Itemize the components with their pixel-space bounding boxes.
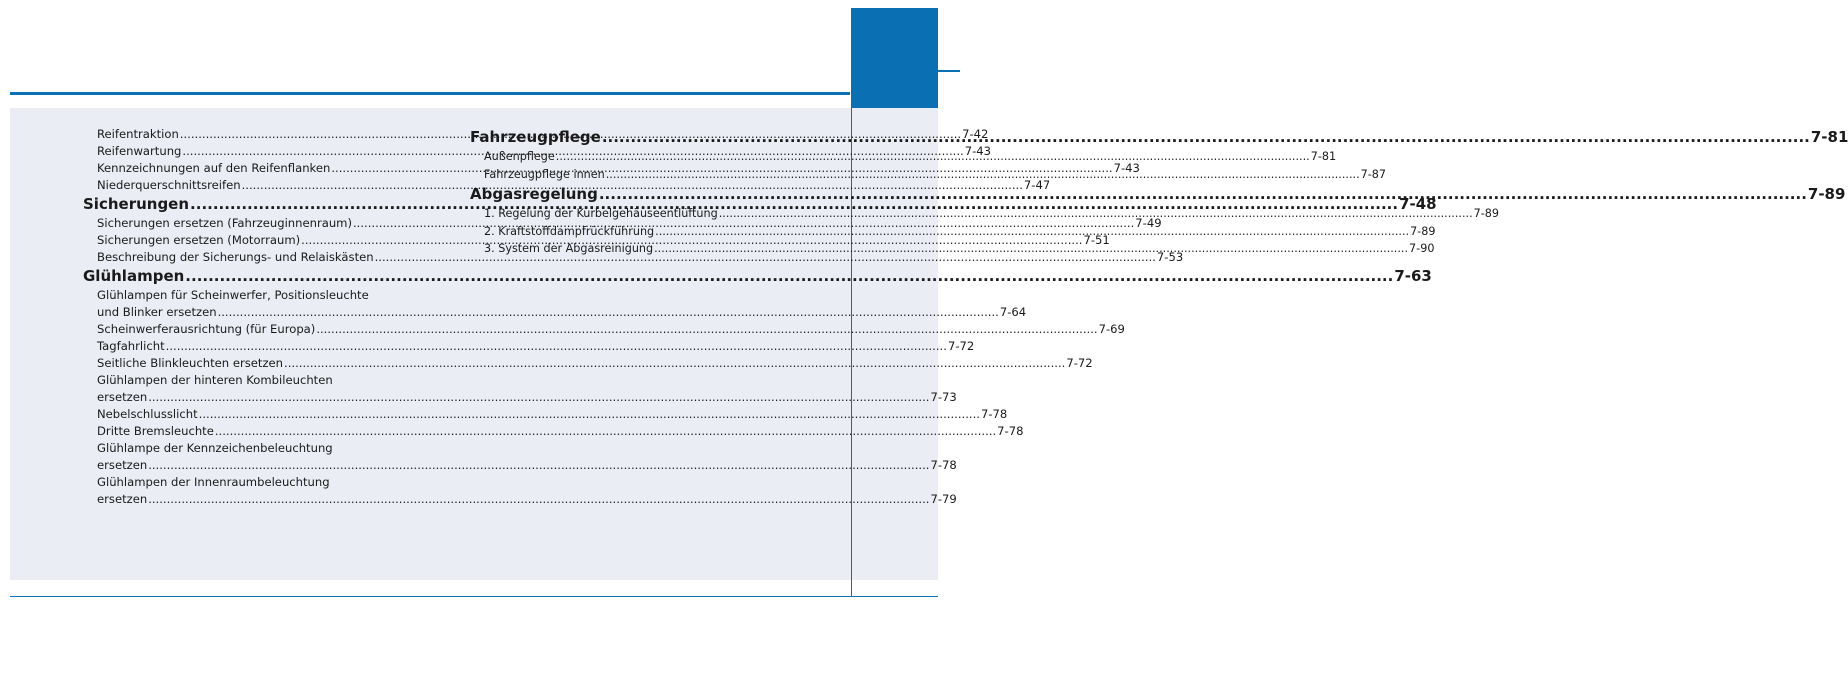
toc-entry[interactable] — [83, 457, 957, 474]
toc-section-title: Sicherungen — [83, 195, 190, 213]
page-number: 7-51 — [1083, 233, 1110, 247]
toc-entry-line[interactable] — [83, 440, 433, 457]
page-number: 7-43 — [964, 144, 992, 158]
toc-entry-line[interactable] — [83, 474, 433, 491]
dot-leader — [218, 304, 999, 321]
toc-entry-line[interactable] — [83, 372, 433, 389]
dot-leader — [148, 389, 929, 406]
page-number: 7-90 — [1409, 242, 1435, 255]
dot-leader — [199, 406, 980, 423]
toc-entry-title: ersetzen — [97, 458, 148, 472]
toc-entry-title: 2. Kraftstoffdampfrückführung — [484, 224, 655, 238]
toc-entry-title: Seitliche Blinkleuchten ersetzen — [97, 356, 284, 370]
toc-entry-title: ersetzen — [97, 390, 148, 404]
toc-entry[interactable] — [83, 423, 1024, 440]
toc-entry-title: Dritte Bremsleuchte — [97, 424, 214, 438]
dot-leader — [602, 126, 1810, 148]
toc-entry-title: Nebelschlusslicht — [97, 407, 198, 421]
page-number: 7-78 — [930, 458, 957, 472]
toc-section-title: Glühlampen — [83, 267, 185, 285]
toc-entry[interactable] — [83, 406, 1008, 423]
toc-entry-title: Scheinwerferausrichtung (für Europa) — [97, 322, 316, 336]
page-number: 7-72 — [1066, 356, 1093, 370]
toc-entry[interactable] — [83, 249, 1184, 266]
header-rule — [10, 92, 850, 95]
toc-entry-title: Beschreibung der Sicherungs- und Relaiskästen — [97, 250, 374, 264]
dot-leader — [655, 223, 1409, 241]
toc-entry-title: Niederquerschnittsreifen — [97, 178, 241, 192]
page-number: 7-81 — [1810, 128, 1848, 146]
dot-leader — [606, 166, 1360, 184]
toc-entry-title: Sicherungen ersetzen (Motorraum) — [97, 233, 301, 247]
toc-entry-title: und Blinker ersetzen — [97, 305, 217, 319]
toc-entry-title: 1. Regelung der Kurbelgehäuseentlüftung — [484, 207, 718, 220]
toc-entry-title: Fahrzeugpflege innen — [484, 167, 605, 181]
page-number: 7-48 — [1399, 195, 1437, 213]
dot-leader — [185, 266, 1393, 287]
page-number: 7-78 — [997, 424, 1024, 438]
toc-entry-title: Außenpflege — [484, 150, 555, 163]
dot-leader — [215, 423, 996, 440]
page-number: 7-47 — [1023, 178, 1051, 192]
toc-entry-title: ersetzen — [97, 492, 148, 506]
dot-leader — [719, 205, 1473, 223]
toc-entry-title: Reifentraktion — [97, 127, 179, 141]
page-number: 7-42 — [962, 127, 989, 141]
toc-section-title: Fahrzeugpflege — [470, 128, 601, 146]
page-number: 7-78 — [980, 407, 1008, 421]
toc-entry-title: Glühlampen der Innenraumbeleuchtung — [97, 475, 330, 489]
dot-leader — [556, 148, 1310, 166]
dot-leader — [316, 321, 1097, 338]
page-number: 7-72 — [947, 339, 975, 353]
page-number: 7-89 — [1807, 185, 1846, 203]
page-number: 7-81 — [1310, 150, 1337, 163]
toc-entry-line[interactable] — [83, 287, 433, 304]
toc-entry-title: 3. System der Abgasreinigung — [484, 242, 654, 255]
toc-entry-title: Glühlampen der hinteren Kombileuchten — [97, 373, 333, 387]
toc-entry[interactable] — [83, 491, 957, 508]
page-number: 7-89 — [1473, 207, 1500, 220]
page-number: 7-43 — [1113, 161, 1140, 175]
page-number: 7-89 — [1410, 224, 1436, 238]
toc-entry-title: Kennzeichnungen auf den Reifenflanken — [97, 161, 331, 175]
chapter-tab-rule — [938, 70, 960, 72]
toc-entry-title: Reifenwartung — [97, 144, 182, 158]
toc-entry[interactable] — [83, 355, 1093, 372]
page-number: 7-87 — [1360, 167, 1387, 181]
toc-entry-title: Glühlampen für Scheinwerfer, Positionsleuchte — [97, 288, 369, 302]
page-number: 7-53 — [1156, 250, 1184, 264]
dot-leader — [599, 183, 1807, 205]
dot-leader — [148, 457, 929, 474]
toc-entry[interactable] — [83, 321, 1125, 338]
dot-leader — [284, 355, 1065, 372]
dot-leader — [166, 338, 947, 355]
page-number: 7-79 — [930, 492, 957, 506]
page-number: 7-73 — [930, 390, 957, 404]
footer-rule — [10, 596, 938, 597]
toc-section-title: Abgasregelung — [470, 185, 598, 203]
toc-entry[interactable] — [83, 389, 957, 406]
toc-entry[interactable] — [83, 304, 1027, 321]
page-number: 7-64 — [999, 305, 1027, 319]
toc-entry-title: Sicherungen ersetzen (Fahrzeuginnenraum) — [97, 216, 352, 230]
toc-section[interactable] — [83, 266, 1432, 287]
toc-entry[interactable] — [83, 338, 975, 355]
toc-entry-title: Glühlampe der Kennzeichenbeleuchtung — [97, 441, 333, 455]
page-number: 7-63 — [1394, 267, 1432, 285]
toc-entry-title: Tagfahrlicht — [97, 339, 165, 353]
page-number: 7-49 — [1135, 216, 1162, 230]
dot-leader — [654, 240, 1408, 258]
chapter-tab — [851, 8, 938, 108]
page-number: 7-69 — [1098, 322, 1125, 336]
dot-leader — [148, 491, 929, 508]
